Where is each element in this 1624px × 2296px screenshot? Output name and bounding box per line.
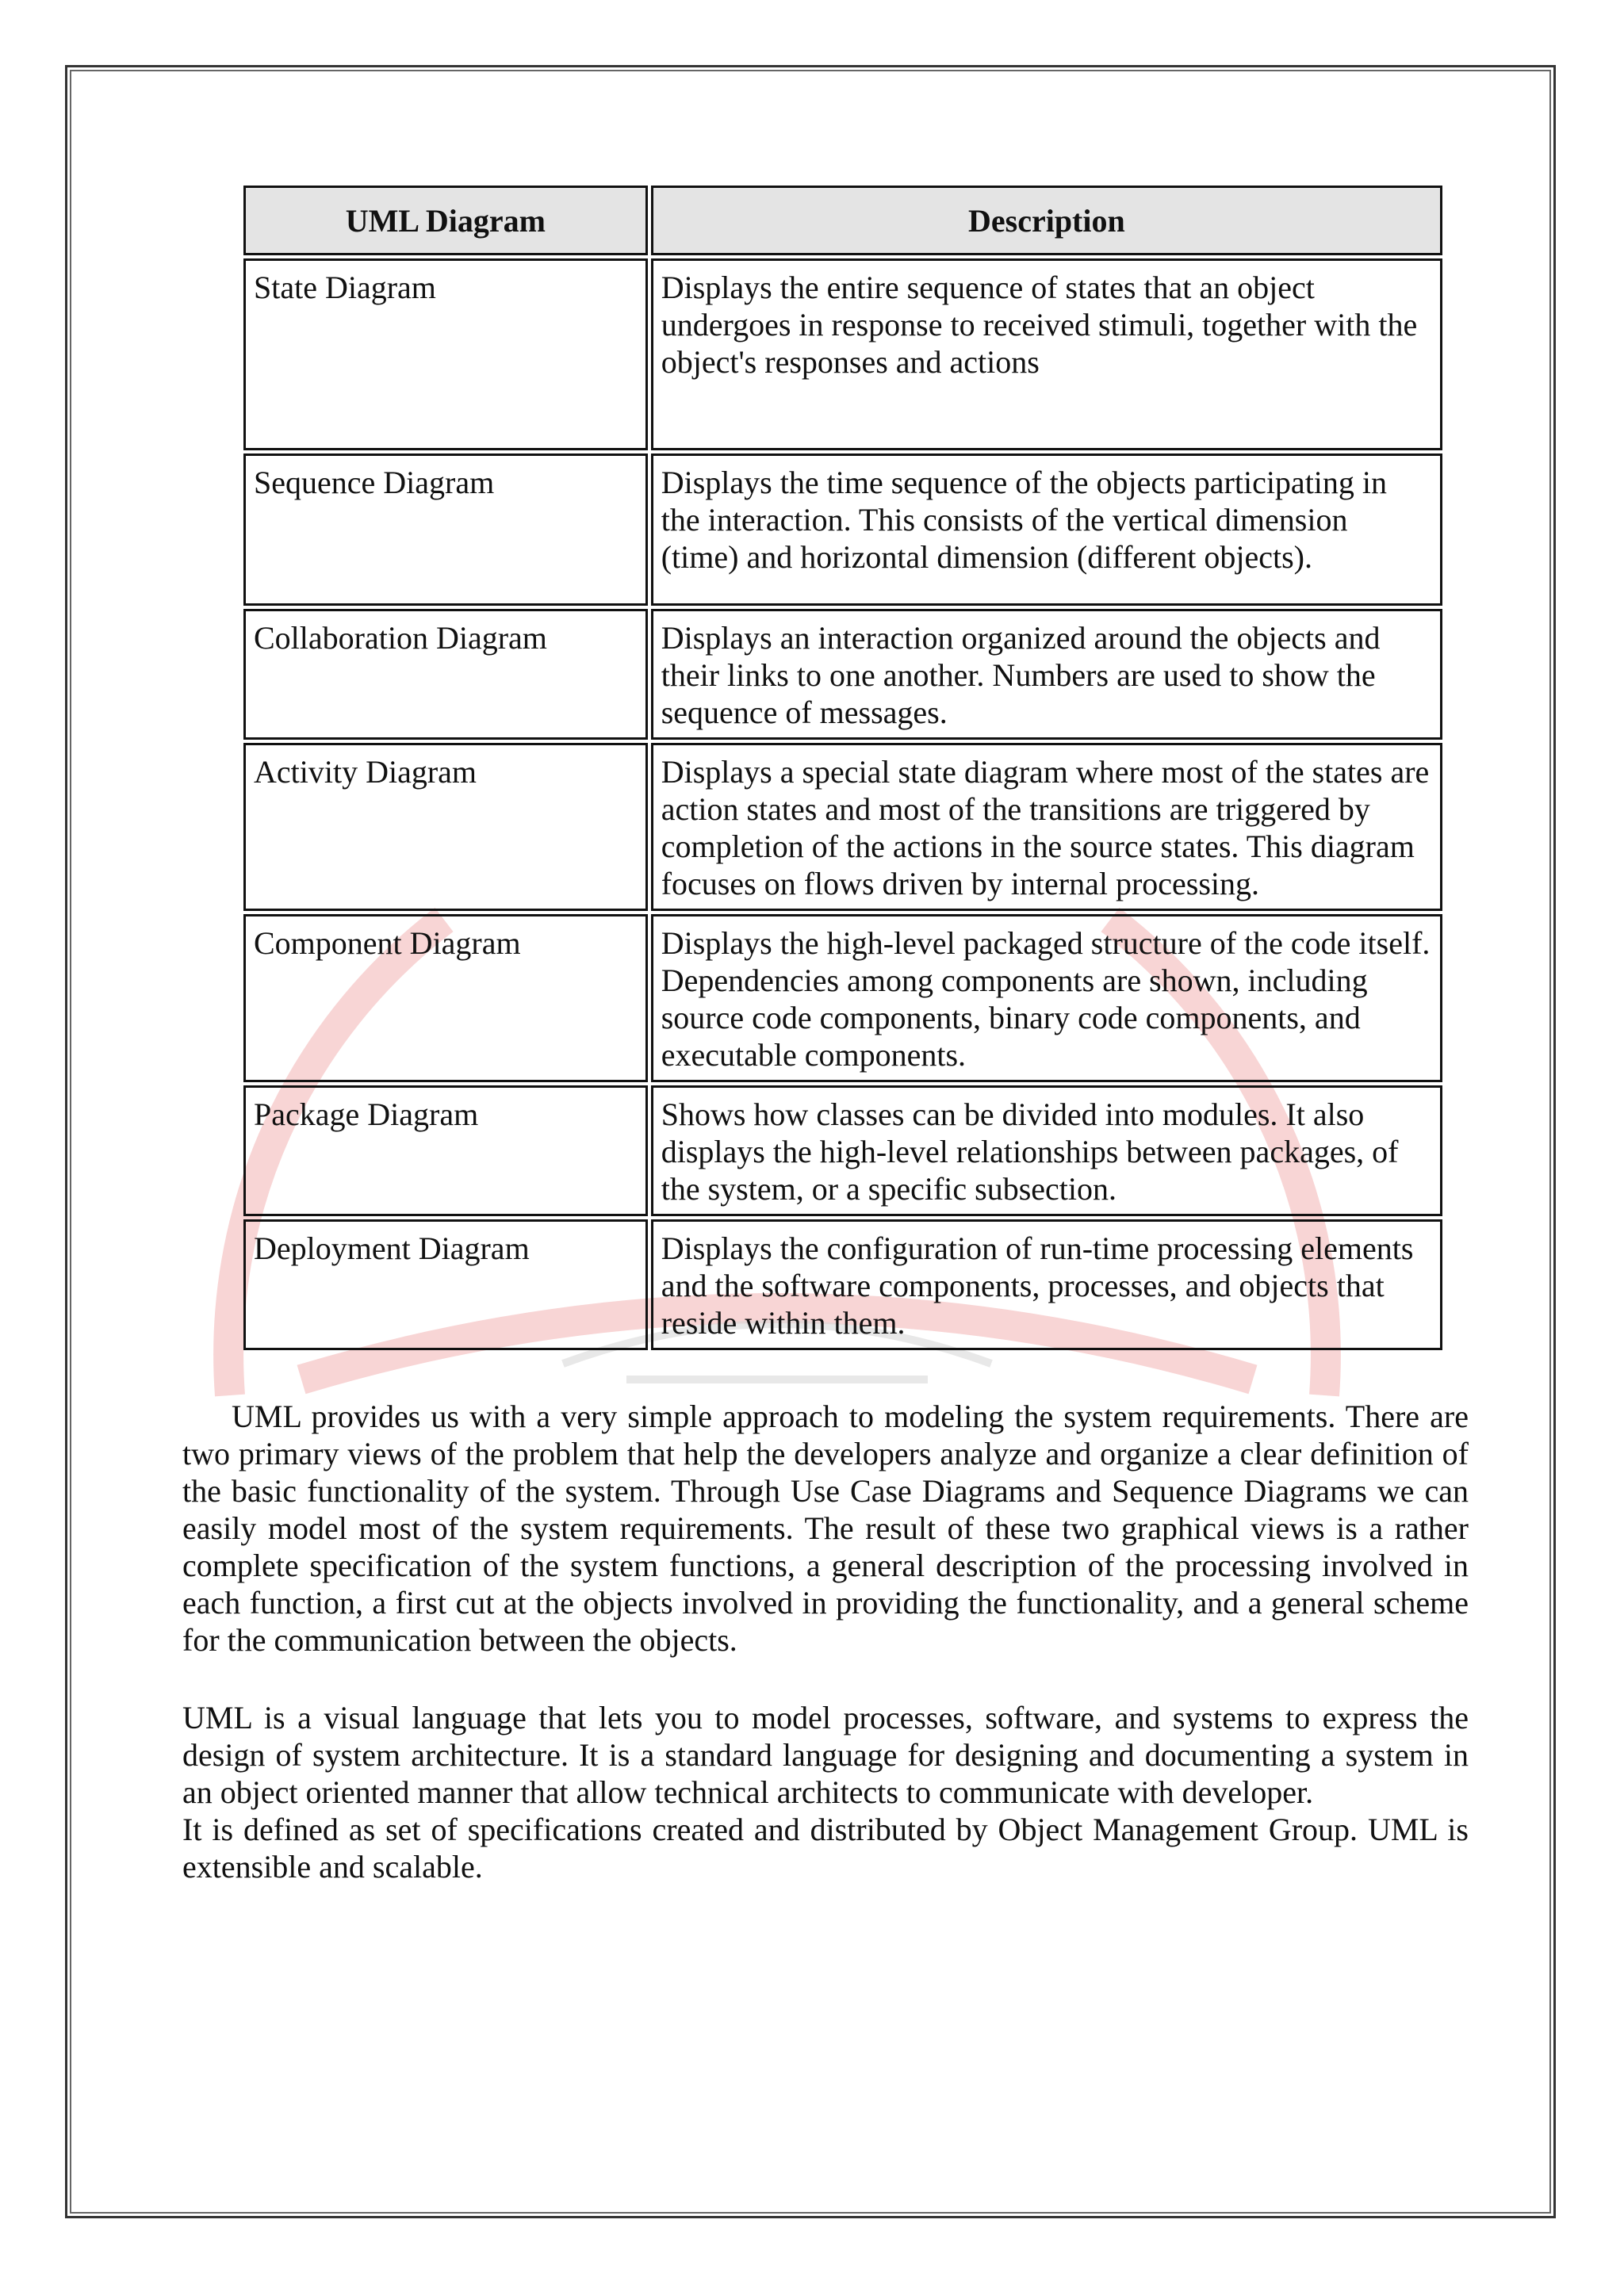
cell-diagram-name: Deployment Diagram: [243, 1219, 648, 1350]
cell-diagram-description: Displays the configuration of run-time processing elements and the software components, processes, and objects that reside within them.: [651, 1219, 1442, 1350]
cell-diagram-name: Component Diagram: [243, 914, 648, 1082]
table-row: [243, 914, 1442, 1082]
cell-diagram-name: State Diagram: [243, 258, 648, 450]
cell-diagram-name: Sequence Diagram: [243, 453, 648, 606]
paragraph-uml-approach: UML provides us with a very simple approach to modeling the system requirements. There are two primary views of the problem that help the developers analyze and organize a clear definition of the basic functionality of the system. Through Use Case Diagrams and Sequence Diagrams we can easily model most of the system requirements. The result of these two graphical views is a rather complete specification of the system functions, a general description of the processing involved in each function, a first cut at the objects involved in providing the functionality, and a general scheme for the communication between the objects.: [182, 1399, 1469, 1658]
cell-diagram-name: Package Diagram: [243, 1085, 648, 1216]
cell-diagram-description: Displays the entire sequence of states that an object undergoes in response to received stimuli, together with the object's responses and actions: [651, 258, 1442, 450]
cell-diagram-description: Displays a special state diagram where most of the states are action states and most of the transitions are triggered by completion of the actions in the source states. This diagram focuses on flows driven by internal processing.: [651, 743, 1442, 911]
table-header-row: [243, 186, 1442, 255]
cell-diagram-name: Collaboration Diagram: [243, 609, 648, 740]
table-row: [243, 1085, 1442, 1216]
cell-diagram-description: Displays an interaction organized around the objects and their links to one another. Numbers are used to show the sequence of messages.: [651, 609, 1442, 740]
paragraph-uml-definition: It is defined as set of specifications created and distributed by Object Management Group. UML is extensible and scalable.: [182, 1812, 1469, 1885]
cell-diagram-name: Activity Diagram: [243, 743, 648, 911]
header-uml-diagram: UML Diagram: [243, 186, 648, 255]
table-row: [243, 609, 1442, 740]
table-row: [243, 258, 1442, 450]
uml-diagram-table: [240, 182, 1446, 1353]
table-row: [243, 743, 1442, 911]
table-row: [243, 1219, 1442, 1350]
paragraph-uml-visual-language: UML is a visual language that lets you to model processes, software, and systems to express the design of system architecture. It is a standard language for designing and documenting a system in an object oriented manner that allow technical architects to communicate with developer.: [182, 1700, 1469, 1810]
header-description: Description: [651, 186, 1442, 255]
table-row: [243, 453, 1442, 606]
cell-diagram-description: Shows how classes can be divided into modules. It also displays the high-level relationships between packages, of the system, or a specific subsection.: [651, 1085, 1442, 1216]
cell-diagram-description: Displays the time sequence of the objects participating in the interaction. This consists of the vertical dimension (time) and horizontal dimension (different objects).: [651, 453, 1442, 606]
cell-diagram-description: Displays the high-level packaged structure of the code itself. Dependencies among components are shown, including source code components, binary code components, and executable components.: [651, 914, 1442, 1082]
